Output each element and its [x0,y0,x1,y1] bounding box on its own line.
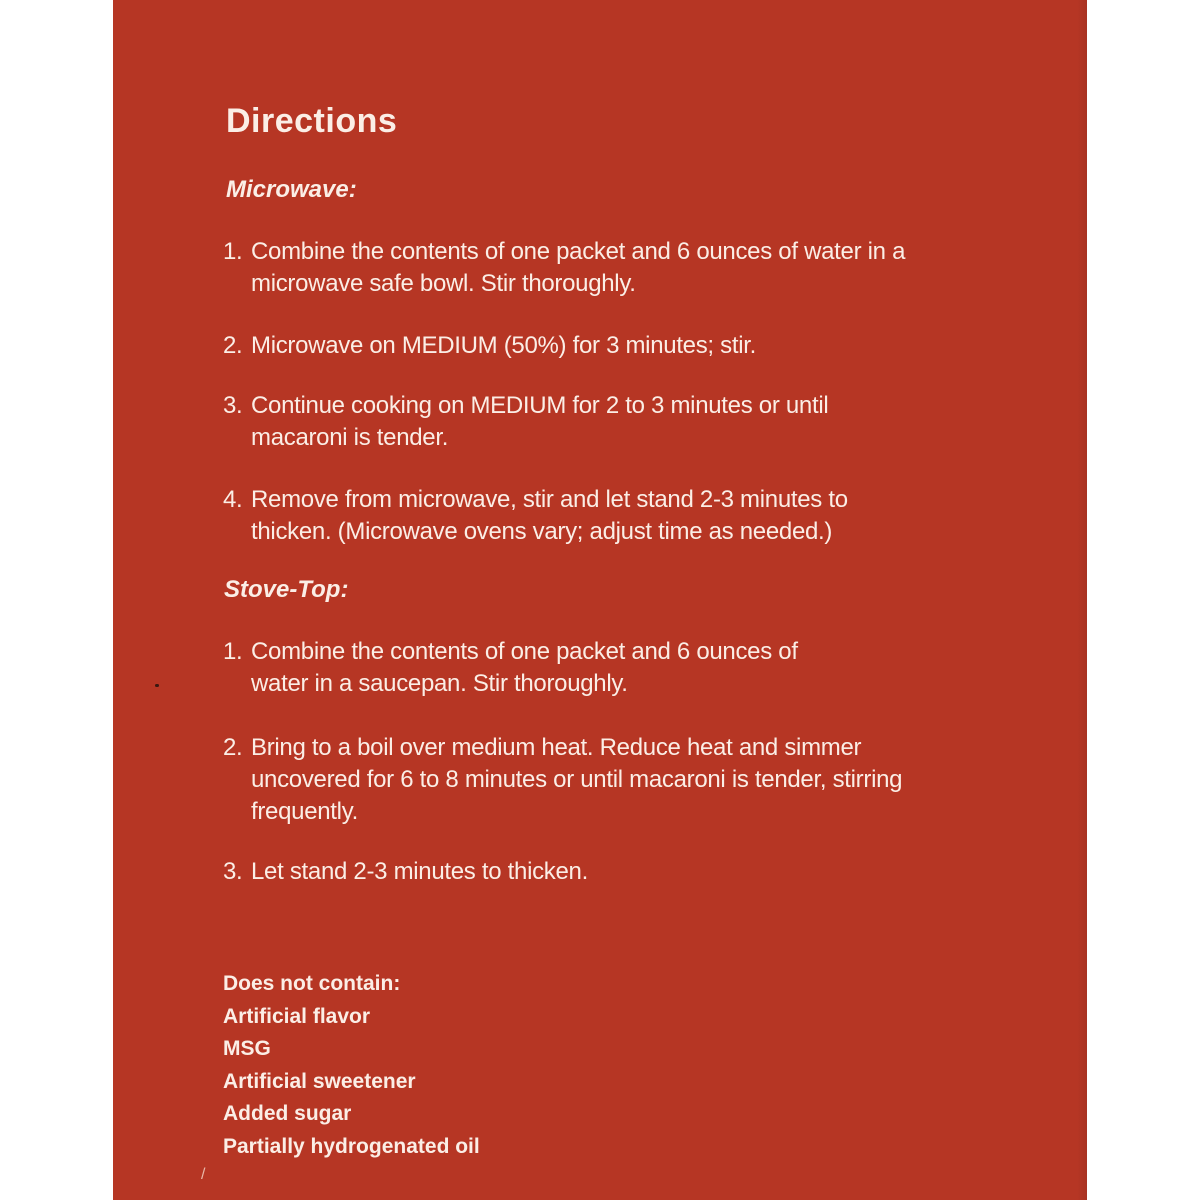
step-line: microwave safe bowl. Stir thoroughly. [251,270,636,297]
panel-edge-shadow [1077,0,1087,1200]
step-line: macaroni is tender. [251,424,449,451]
step-line: 1. Combine the contents of one packet and 6 ounces of water in a [223,238,906,265]
list-item: Added sugar [223,1102,352,1125]
does-not-contain-heading: Does not contain: [223,972,401,995]
step-line: uncovered for 6 to 8 minutes or until macaroni is tender, stirring [251,766,903,793]
microwave-heading: Microwave: [226,176,357,203]
microwave-step-3 [223,390,1003,454]
step-line: 4. Remove from microwave, stir and let stand 2-3 minutes to [223,486,848,513]
stovetop-heading: Stove-Top: [224,576,349,603]
list-item: Artificial sweetener [223,1069,416,1093]
list-item: MSG [223,1037,271,1060]
microwave-step-2 [223,330,1003,362]
step-line: thicken. (Microwave ovens vary; adjust time as needed.) [251,518,833,545]
does-not-contain-list [223,968,480,1163]
print-speck [155,684,159,687]
directions-panel [113,0,1087,1200]
stovetop-step-3 [223,856,1003,888]
microwave-step-1 [223,236,1003,300]
step-line: 3. Continue cooking on MEDIUM for 2 to 3 minutes or until [223,392,829,419]
list-item: Artificial flavor [223,1004,371,1028]
step-line: 1. Combine the contents of one packet and 6 ounces of [223,638,798,665]
microwave-step-4 [223,484,1003,548]
step-line: 2. Microwave on MEDIUM (50%) for 3 minutes; stir. [223,332,757,359]
step-line: 3. Let stand 2-3 minutes to thicken. [223,858,588,885]
step-line: frequently. [251,798,358,825]
stovetop-step-1 [223,636,1003,700]
directions-title: Directions [226,102,398,140]
list-item: Partially hydrogenated oil [223,1134,480,1158]
step-line: water in a saucepan. Stir thoroughly. [251,670,628,697]
print-scratch: / [201,1166,206,1183]
step-line: 2. Bring to a boil over medium heat. Reduce heat and simmer [223,734,862,761]
stovetop-step-2 [223,732,1003,828]
